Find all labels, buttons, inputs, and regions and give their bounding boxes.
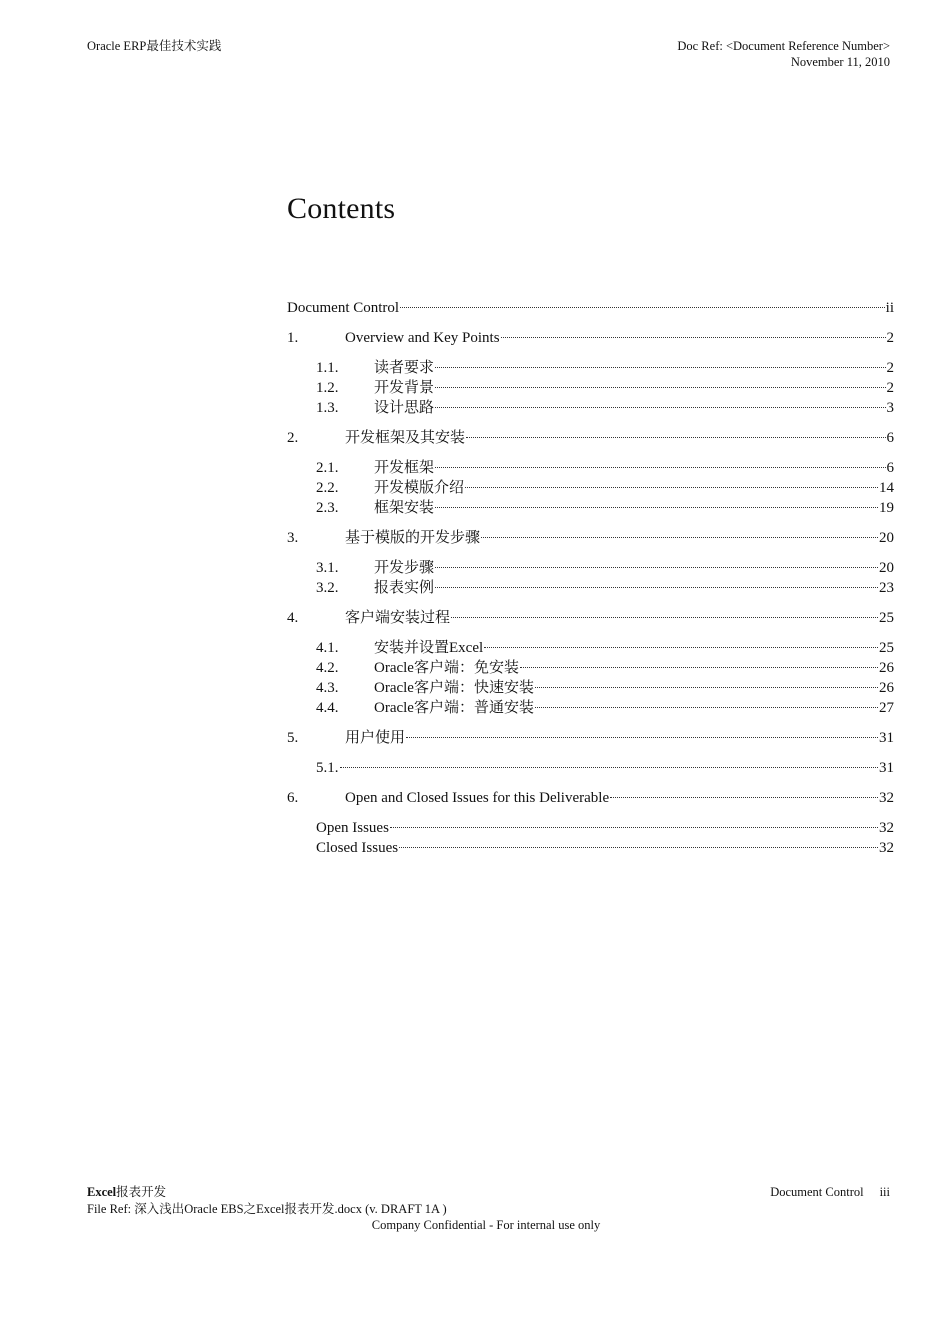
toc-entry[interactable] <box>287 478 894 498</box>
toc-entry-page: 2 <box>886 360 894 376</box>
toc-entry-number: 4.1. <box>316 640 339 656</box>
table-of-contents <box>287 298 894 858</box>
toc-entry-text: Open and Closed Issues for this Deliverable <box>345 790 610 806</box>
toc-leader <box>435 387 885 388</box>
toc-entry-text: 报表实例 <box>374 580 435 596</box>
toc-entry-number: 3.1. <box>316 560 339 576</box>
header-right <box>677 38 890 70</box>
toc-entry-text: 框架安装 <box>374 500 435 516</box>
toc-leader <box>484 647 878 648</box>
toc-entry-text: 客户端安装过程 <box>345 610 451 626</box>
footer-right <box>770 1184 890 1201</box>
toc-entry-text: Document Control <box>287 300 400 316</box>
toc-leader <box>340 767 879 768</box>
toc-entry-number: 3.2. <box>316 580 339 596</box>
toc-entry-text: 开发框架 <box>374 460 435 476</box>
footer-title-bold: Excel <box>87 1185 117 1199</box>
toc-entry[interactable] <box>287 578 894 598</box>
toc-entry-page: 32 <box>879 840 894 856</box>
toc-entry-text: 5.1. <box>316 760 339 776</box>
toc-leader <box>435 587 878 588</box>
toc-entry-page: 19 <box>879 500 894 516</box>
toc-entry-number: 3. <box>287 530 299 546</box>
toc-entry[interactable] <box>287 728 894 748</box>
toc-entry-page: 20 <box>879 530 894 546</box>
toc-leader <box>481 537 878 538</box>
toc-entry-page: 31 <box>879 760 894 776</box>
toc-entry-number: 1.2. <box>316 380 339 396</box>
toc-entry[interactable] <box>287 528 894 548</box>
toc-entry[interactable] <box>287 698 894 718</box>
toc-entry[interactable] <box>287 638 894 658</box>
toc-entry-number: 6. <box>287 790 299 806</box>
page-title: Contents <box>287 192 396 226</box>
footer-confidential: Company Confidential - For internal use only <box>371 1218 601 1232</box>
toc-entry-page: 3 <box>886 400 894 416</box>
toc-entry[interactable] <box>287 658 894 678</box>
toc-entry-number: 4.2. <box>316 660 339 676</box>
toc-leader <box>435 367 885 368</box>
footer-doc-title <box>87 1184 447 1201</box>
toc-entry-text: 开发步骤 <box>374 560 435 576</box>
toc-entry-text: 读者要求 <box>374 360 435 376</box>
toc-entry[interactable] <box>287 458 894 478</box>
toc-entry-page: 26 <box>879 660 894 676</box>
toc-entry-number: 4. <box>287 610 299 626</box>
toc-entry[interactable] <box>287 358 894 378</box>
toc-entry-text: 开发框架及其安装 <box>345 430 466 446</box>
toc-leader <box>466 437 885 438</box>
toc-entry[interactable] <box>287 298 894 318</box>
toc-entry-text: 基于模版的开发步骤 <box>345 530 481 546</box>
toc-leader <box>400 307 885 308</box>
toc-entry-text: 开发背景 <box>374 380 435 396</box>
toc-entry-page: 32 <box>879 820 894 836</box>
toc-entry-number: 4.4. <box>316 700 339 716</box>
toc-entry-page: 27 <box>879 700 894 716</box>
toc-entry-text: 设计思路 <box>374 400 435 416</box>
toc-leader <box>520 667 878 668</box>
footer-section: Document Control <box>770 1185 864 1199</box>
toc-entry-text: Closed Issues <box>316 840 399 856</box>
toc-entry-number: 1.3. <box>316 400 339 416</box>
toc-entry[interactable] <box>287 378 894 398</box>
toc-entry-page: 25 <box>879 610 894 626</box>
toc-leader <box>610 797 878 798</box>
toc-leader <box>435 567 878 568</box>
toc-entry-number: 1. <box>287 330 299 346</box>
toc-entry-number: 1.1. <box>316 360 339 376</box>
toc-entry-page: 20 <box>879 560 894 576</box>
toc-entry-text: Overview and Key Points <box>345 330 500 346</box>
toc-entry[interactable] <box>287 328 894 348</box>
footer-title-rest: 报表开发 <box>116 1185 167 1199</box>
toc-leader <box>535 687 878 688</box>
toc-leader <box>501 337 886 338</box>
toc-entry[interactable] <box>287 788 894 808</box>
toc-leader <box>406 737 878 738</box>
toc-entry-page: 26 <box>879 680 894 696</box>
footer-page-number: iii <box>879 1185 890 1199</box>
toc-entry-text: Oracle客户端：快速安装 <box>374 680 534 696</box>
header-left-title: Oracle ERP最佳技术实践 <box>87 39 222 53</box>
header-date: November 11, 2010 <box>790 55 890 69</box>
toc-leader <box>435 507 878 508</box>
toc-leader <box>535 707 878 708</box>
toc-leader <box>451 617 878 618</box>
toc-entry-page: 25 <box>879 640 894 656</box>
toc-leader <box>390 827 878 828</box>
toc-entry[interactable] <box>287 398 894 418</box>
toc-entry-page: 6 <box>886 460 894 476</box>
toc-entry-page: 23 <box>879 580 894 596</box>
toc-leader <box>435 467 885 468</box>
toc-entry[interactable] <box>287 558 894 578</box>
toc-entry-page: 32 <box>879 790 894 806</box>
toc-entry-page: ii <box>885 300 894 316</box>
toc-entry-text: Oracle客户端：普通安装 <box>374 700 534 716</box>
header-doc-ref: Doc Ref: <Document Reference Number> <box>677 39 890 53</box>
toc-leader <box>435 407 885 408</box>
toc-entry-number: 4.3. <box>316 680 339 696</box>
toc-entry-number: 2. <box>287 430 299 446</box>
toc-leader <box>465 487 878 488</box>
toc-entry-number: 2.2. <box>316 480 339 496</box>
toc-entry-text: 用户使用 <box>345 730 406 746</box>
toc-entry-text: 安装并设置Excel <box>374 640 484 656</box>
toc-entry-page: 31 <box>879 730 894 746</box>
toc-entry[interactable] <box>287 608 894 628</box>
toc-entry[interactable] <box>287 498 894 518</box>
toc-entry-page: 6 <box>886 430 894 446</box>
footer-file-ref: File Ref: 深入浅出Oracle EBS之Excel报表开发.docx (v. DRAFT 1A ) <box>87 1202 447 1216</box>
toc-entry-number: 5. <box>287 730 299 746</box>
toc-leader <box>399 847 878 848</box>
toc-entry[interactable] <box>287 818 894 838</box>
toc-entry[interactable] <box>287 838 894 858</box>
toc-entry-page: 2 <box>886 380 894 396</box>
toc-entry-page: 2 <box>886 330 894 346</box>
toc-entry[interactable] <box>287 678 894 698</box>
toc-entry[interactable] <box>287 428 894 448</box>
toc-entry-text: Oracle客户端：免安装 <box>374 660 519 676</box>
toc-entry[interactable] <box>287 758 894 778</box>
footer-left <box>87 1184 447 1218</box>
toc-entry-text: Open Issues <box>316 820 389 836</box>
toc-entry-number: 2.3. <box>316 500 339 516</box>
toc-entry-page: 14 <box>879 480 894 496</box>
toc-entry-number: 2.1. <box>316 460 339 476</box>
toc-entry-text: 开发模版介绍 <box>374 480 465 496</box>
